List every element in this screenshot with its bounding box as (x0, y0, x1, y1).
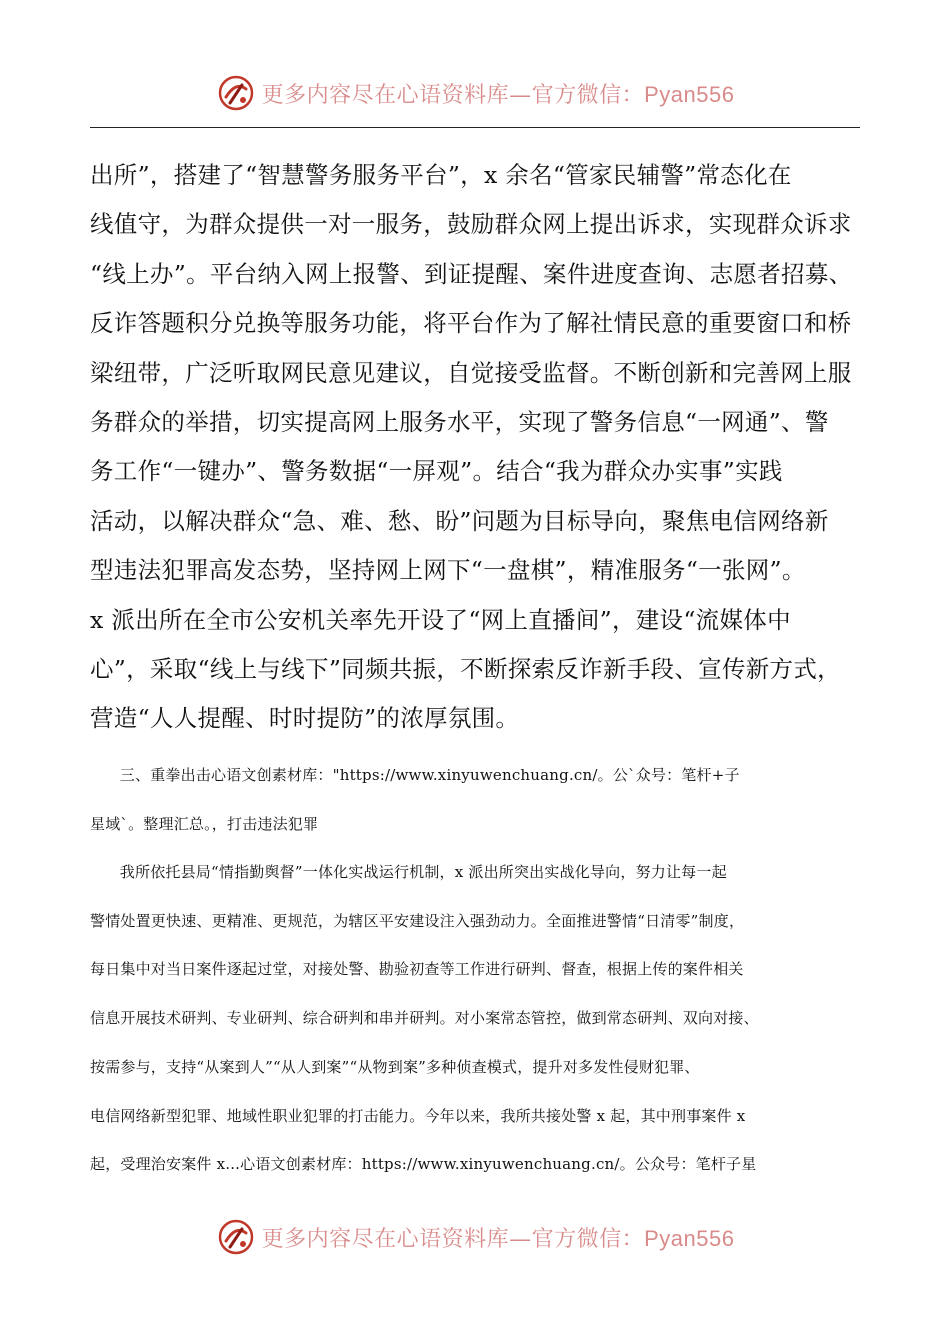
text-line: 活动，以解决群众“急、难、愁、盼”问题为目标导向，聚焦电信网络新 (90, 506, 829, 535)
paragraph-second (90, 848, 870, 1189)
text-line: 按需参与，支持“从案到人”“从人到案”“从物到案”多种侦查模式，提升对多发性侵财犯罪、 (90, 1057, 700, 1076)
text-line: 起，受理治安案件 x...心语文创素材库：https://www.xinyuwenchuang.cn/。公众号：笔杆子星 (90, 1155, 757, 1174)
text-line: 线值守，为群众提供一对一服务，鼓励群众网上提出诉求，实现群众诉求 (90, 210, 852, 239)
section-heading (90, 751, 870, 848)
text-line: 警情处置更快速、更精准、更规范，为辖区平安建设注入强劲动力。全面推进警情“日清零”制度， (90, 911, 745, 930)
wechat-id: Pyan556 (644, 81, 735, 107)
banner-text: 更多内容尽在心语资料库—官方微信：Pyan556 (261, 1225, 735, 1252)
paragraph-main (90, 151, 870, 744)
text-line: 星域`。整理汇总。，打击违法犯罪 (90, 814, 319, 833)
text-line: 我所依托县局“情指勤舆督”一体化实战运行机制，x 派出所突出实战化导向，努力让每一起 (90, 863, 727, 881)
header-divider (90, 127, 860, 128)
header-banner (0, 68, 950, 118)
footer-banner (0, 1212, 950, 1262)
text-line: 信息开展技术研判、专业研判、综合研判和串并研判。对小案常态管控，做到常态研判、双向对接、 (90, 1009, 759, 1028)
text-line: x 派出所在全市公安机关率先开设了“网上直播间”，建设“流媒体中 (90, 605, 791, 634)
wechat-id: Pyan556 (644, 1225, 735, 1251)
text-line: 型违法犯罪高发态势，坚持网上网下“一盘棋”，精准服务“一张网”。 (90, 556, 806, 585)
text-line: 每日集中对当日案件逐起过堂，对接处警、勘验初查等工作进行研判、督查，根据上传的案件相关 (90, 960, 744, 979)
text-line: 出所”，搭建了“智慧警务服务平台”，x 余名“管家民辅警”常态化在 (90, 161, 792, 189)
brand-logo-icon (216, 73, 256, 113)
text-line: 心”，采取“线上与线下”同频共振，不断探索反诈新手段、宣传新方式， (90, 655, 841, 684)
text-line: 营造“人人提醒、时时提防”的浓厚氛围。 (90, 704, 520, 733)
text-line: 务群众的举措，切实提高网上服务水平，实现了警务信息“一网通”、警 (90, 408, 829, 437)
text-line: 电信网络新型犯罪、地域性职业犯罪的打击能力。今年以来，我所共接处警 x 起，其中刑事案件 x (90, 1106, 746, 1125)
banner-text: 更多内容尽在心语资料库—官方微信：Pyan556 (261, 81, 735, 108)
brand-logo-icon (216, 1217, 256, 1257)
text-line: 梁纽带，广泛听取网民意见建议，自觉接受监督。不断创新和完善网上服 (90, 358, 852, 387)
text-line: 务工作“一键办”、警务数据“一屏观”。结合“我为群众办实事”实践 (90, 457, 783, 486)
text-line: 反诈答题积分兑换等服务功能，将平台作为了解社情民意的重要窗口和桥 (90, 309, 852, 338)
text-line: “线上办”。平台纳入网上报警、到证提醒、案件进度查询、志愿者招募、 (90, 259, 853, 288)
text-line: 三、重拳出击心语文创素材库："https://www.xinyuwenchuang.cn/。公`众号：笔杆+子 (90, 766, 740, 784)
